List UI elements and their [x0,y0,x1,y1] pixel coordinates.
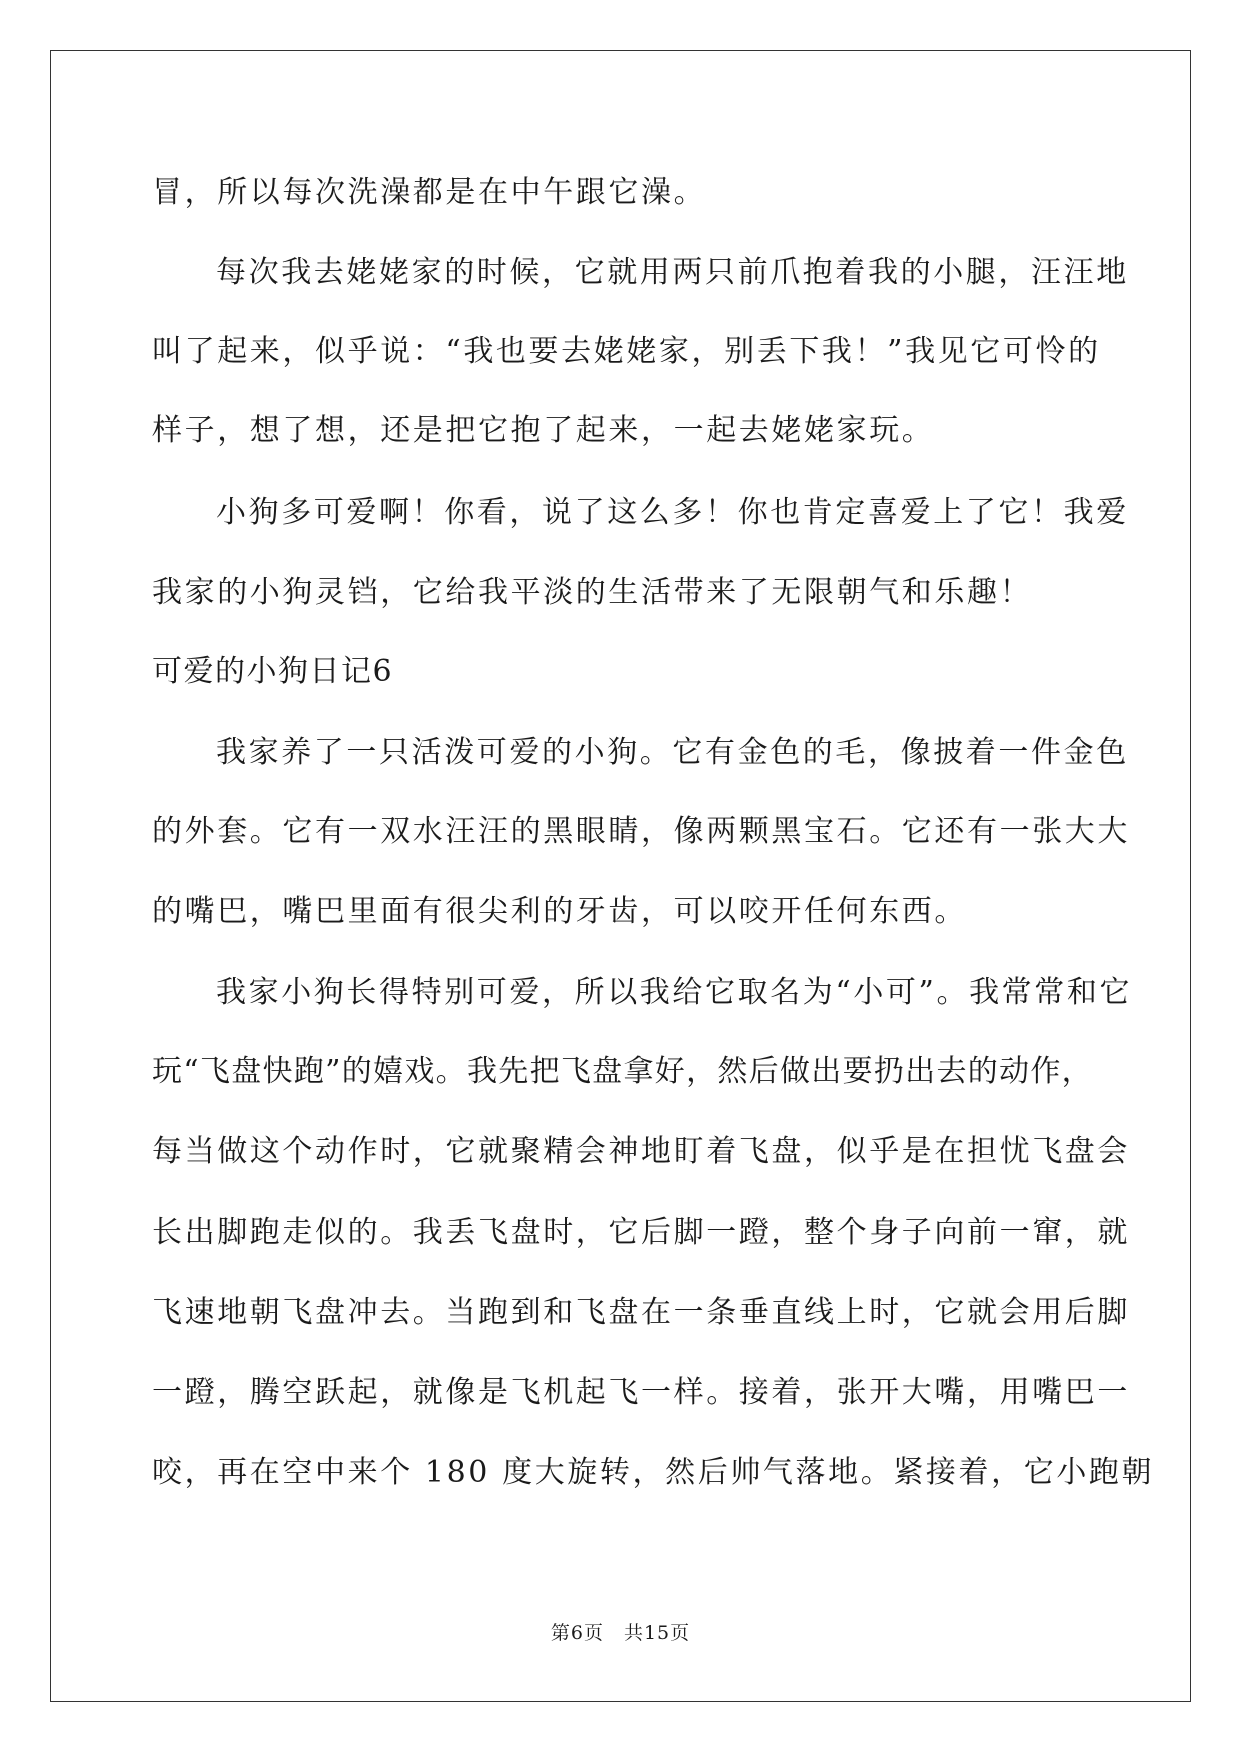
text-line: 飞速地朝飞盘冲去。当跑到和飞盘在一条垂直线上时，它就会用后脚 [152,1295,1130,1330]
text-line: 我家养了一只活泼可爱的小狗。它有金色的毛，像披着一件金色 [216,735,1129,770]
text-line: 一蹬，腾空跃起，就像是飞机起飞一样。接着，张开大嘴，用嘴巴一 [152,1375,1130,1410]
text-line: 每当做这个动作时，它就聚精会神地盯着飞盘，似乎是在担忧飞盘会 [152,1134,1130,1169]
text-line: 的外套。它有一双水汪汪的黑眼睛，像两颗黑宝石。它还有一张大大 [152,814,1130,849]
text-line: 小狗多可爱啊！你看，说了这么多！你也肯定喜爱上了它！我爱 [216,495,1129,530]
text-line: 玩“飞盘快跑”的嬉戏。我先把飞盘拿好，然后做出要扔出去的动作， [152,1054,1093,1089]
text-line: 我家的小狗灵铛，它给我平淡的生活带来了无限朝气和乐趣！ [152,575,1033,610]
text-line: 每次我去姥姥家的时候，它就用两只前爪抱着我的小腿，汪汪地 [216,255,1129,290]
section-heading: 可爱的小狗日记6 [152,654,394,689]
text-line: 我家小狗长得特别可爱，所以我给它取名为“小可”。我常常和它 [216,975,1133,1010]
text-line: 样子，想了想，还是把它抱了起来，一起去姥姥家玩。 [152,413,935,448]
text-line: 的嘴巴，嘴巴里面有很尖利的牙齿，可以咬开任何东西。 [152,894,967,929]
text-line: 冒，所以每次洗澡都是在中午跟它澡。 [152,175,707,210]
text-line: 咬，再在空中来个 180 度大旋转，然后帅气落地。紧接着，它小跑朝 [152,1455,1155,1490]
text-line: 长出脚跑走似的。我丢飞盘时，它后脚一蹬，整个身子向前一窜，就 [152,1215,1130,1250]
page-number-footer: 第6页 共15页 [550,1622,691,1644]
text-line: 叫了起来，似乎说：“我也要去姥姥家，别丢下我！”我见它可怜的 [152,334,1101,369]
